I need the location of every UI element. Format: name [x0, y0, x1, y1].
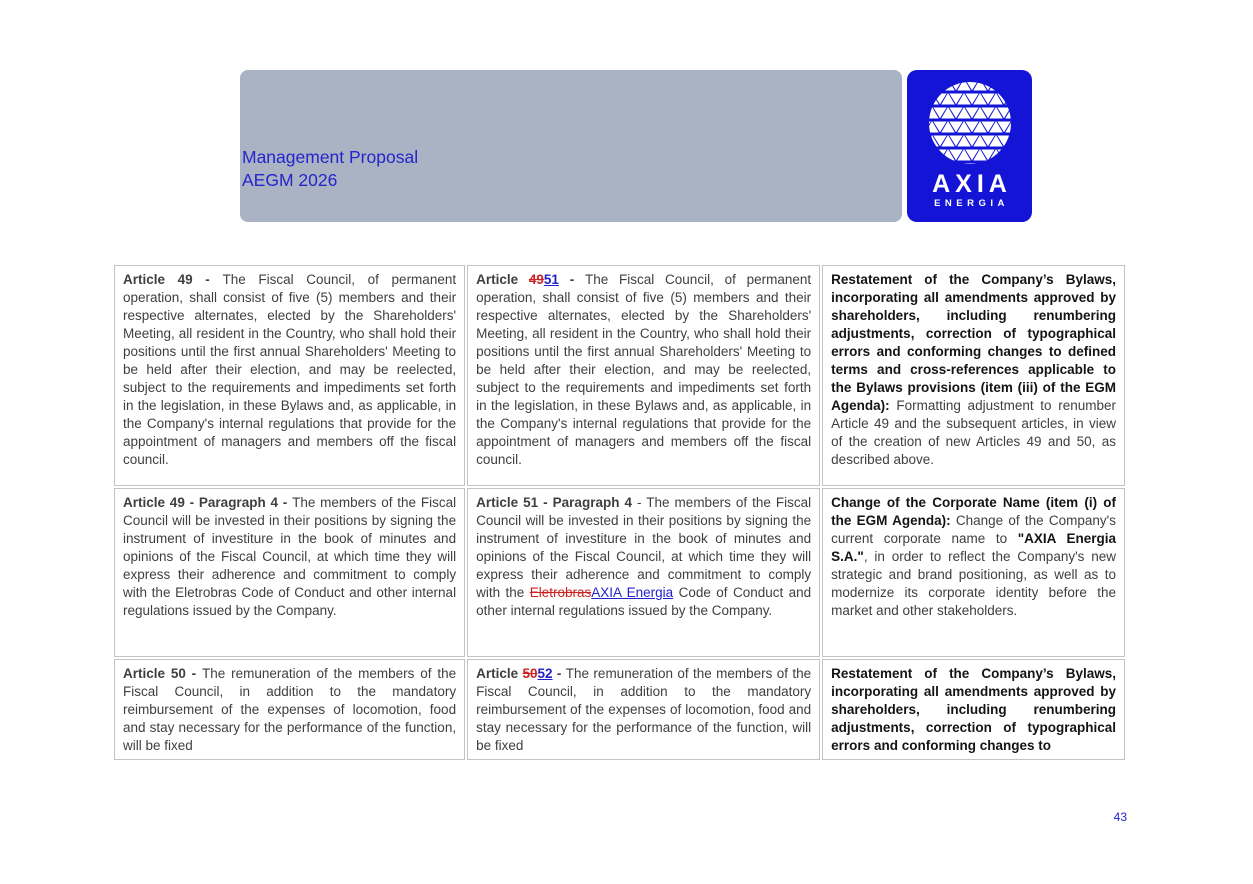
- bylaws-comparison-table: [112, 263, 1127, 762]
- cell-amended-article-52: Article 5052 - The remuneration of the members of the Fiscal Council, in addition to the mandatory reimbursement of the expenses of locomotion, food and stay necessary for the performance of the function, will be fixed: [467, 659, 820, 760]
- logo-brand-text: AXIA: [932, 170, 1012, 198]
- cell-justification-corporate-name-change: Change of the Corporate Name (item (i) of the EGM Agenda): Change of the Company's current corporate name to "AXIA Energia S.A.", in order to reflect the Company's new strategic and brand positioning, as well as to modernize its corporate identity before the market and other stakeholders.: [822, 488, 1125, 657]
- table-row: [114, 265, 1125, 486]
- page-number: 43: [1113, 810, 1127, 824]
- cell-amended-article-51: Article 4951 - The Fiscal Council, of permanent operation, shall consist of five (5) members and their respective alternates, elected by the Shareholders' Meeting, all resident in the Country, who shall hold their positions until the first annual Shareholders' Meeting to be held after their election, and may be reelected, subject to the requirements and impediments set forth in the legislation, in these Bylaws and, as applicable, in the Company's internal regulations that provide for the appointment of managers and members off the fiscal council.: [467, 265, 820, 486]
- table-row: [114, 659, 1125, 760]
- cell-justification-restatement: Restatement of the Company’s Bylaws, incorporating all amendments approved by shareholders, including renumbering adjustments, correction of typographical errors and conforming changes to: [822, 659, 1125, 760]
- table-row: [114, 488, 1125, 657]
- globe-icon: [924, 78, 1016, 170]
- document-title: Management Proposal: [242, 147, 419, 167]
- cell-original-article-49: Article 49 - The Fiscal Council, of permanent operation, shall consist of five (5) members and their respective alternates, elected by the Shareholders' Meeting, all resident in the Country, who shall hold their positions until the first annual Shareholders' Meeting to be held after their election, and may be reelected, subject to the requirements and impediments set forth in the legislation, in these Bylaws and, as applicable, in the Company's internal regulations that provide for the appointment of managers and members off the fiscal council.: [114, 265, 465, 486]
- document-subtitle: AEGM 2026: [242, 169, 338, 190]
- header-banner: [240, 70, 902, 222]
- logo-subtitle-text: ENERGIA: [934, 198, 1009, 209]
- cell-original-article-50: Article 50 - The remuneration of the members of the Fiscal Council, in addition to the mandatory reimbursement of the expenses of locomotion, food and stay necessary for the performance of the function, will be fixed: [114, 659, 465, 760]
- cell-amended-article-51-paragraph-4: Article 51 - Paragraph 4 - The members of the Fiscal Council will be invested in their positions by signing the instrument of investiture in the book of minutes and opinions of the Fiscal Council, at which time they will express their adherence and commitment to comply with the EletrobrasAXIA Energia Code of Conduct and other internal regulations issued by the Company.: [467, 488, 820, 657]
- cell-justification-renumbering: Restatement of the Company’s Bylaws, incorporating all amendments approved by shareholders, including renumbering adjustments, correction of typographical errors and conforming changes to defined terms and cross-references applicable to the Bylaws provisions (item (iii) of the EGM Agenda): Formatting adjustment to renumber Article 49 and the subsequent articles, in view of the creation of new Articles 49 and 50, as described above.: [822, 265, 1125, 486]
- company-logo: [907, 70, 1032, 222]
- cell-original-article-49-paragraph-4: Article 49 - Paragraph 4 - The members of the Fiscal Council will be invested in their positions by signing the instrument of investiture in the book of minutes and opinions of the Fiscal Council, at which time they will express their adherence and commitment to comply with the Eletrobras Code of Conduct and other internal regulations issued by the Company.: [114, 488, 465, 657]
